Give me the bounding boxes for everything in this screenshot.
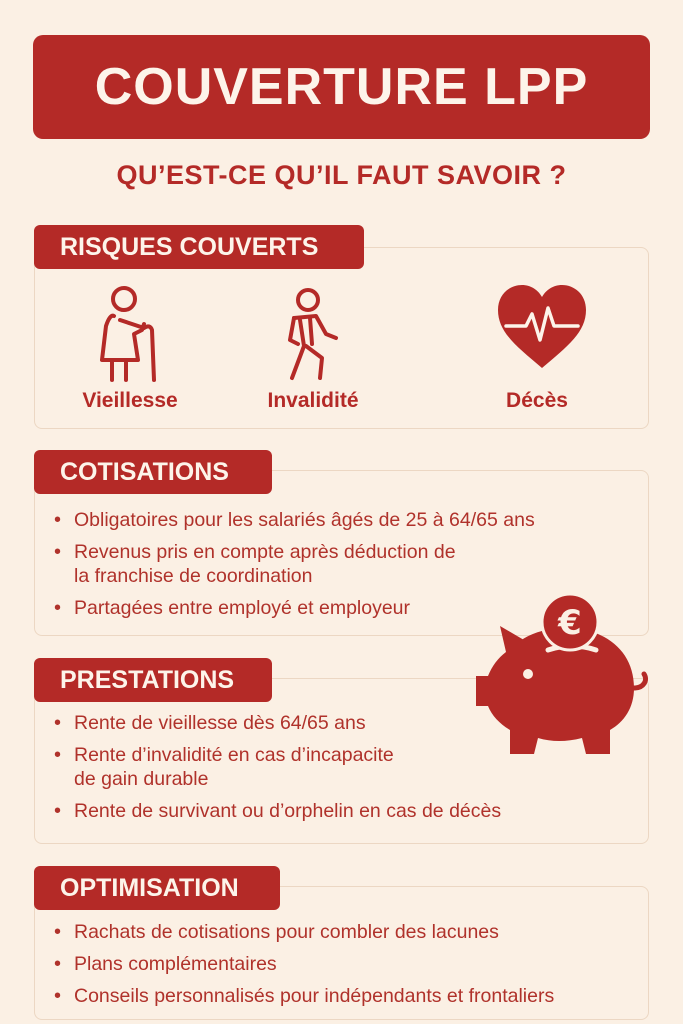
cotisations-heading: COTISATIONS [34, 450, 272, 494]
list-item: • Partagées entre employé et employeur [50, 596, 535, 620]
list-item: • Revenus pris en compte après déduction de [50, 540, 535, 564]
risk-deces [452, 284, 632, 370]
risk-vieillesse [40, 284, 220, 384]
list-item: • Rente de vieillesse dès 64/65 ans [50, 711, 501, 735]
list-item: • Plans complémentaires [50, 952, 554, 976]
title-banner [33, 35, 650, 139]
heart-pulse-icon [496, 284, 588, 370]
list-item: • Rente d’invalidité en cas d’incapacite [50, 743, 501, 767]
risk-label-vieillesse: Vieillesse [82, 389, 178, 412]
elderly-person-icon [90, 284, 170, 384]
piggy-bank-icon [470, 592, 650, 762]
list-item: • Rente de survivant ou d’orphelin en cas de décès [50, 799, 501, 823]
euro-symbol: € [558, 603, 582, 643]
list-item-continuation: de gain durable [74, 768, 209, 790]
prestations-heading: PRESTATIONS [34, 658, 272, 702]
list-item: • Conseils personnalisés pour indépendants et frontaliers [50, 984, 554, 1008]
optimisation-list [50, 920, 554, 1008]
risk-label-invalidite: Invalidité [267, 389, 359, 412]
prestations-list [50, 711, 501, 823]
list-item: • Obligatoires pour les salariés âgés de 25 à 64/65 ans [50, 508, 535, 532]
limping-person-icon [260, 284, 350, 384]
page-subtitle: QU’EST-CE QU’IL FAUT SAVOIR ? [116, 160, 567, 190]
list-item-continuation: la franchise de coordination [74, 565, 313, 587]
list-item: • Rachats de cotisations pour combler des lacunes [50, 920, 554, 944]
optimisation-heading: OPTIMISATION [34, 866, 280, 910]
risk-invalidite [215, 284, 395, 384]
risques-heading: RISQUES COUVERTS [34, 225, 364, 269]
risk-label-deces: Décès [506, 389, 568, 412]
page-title: COUVERTURE LPP [94, 58, 589, 116]
cotisations-list [50, 508, 535, 620]
